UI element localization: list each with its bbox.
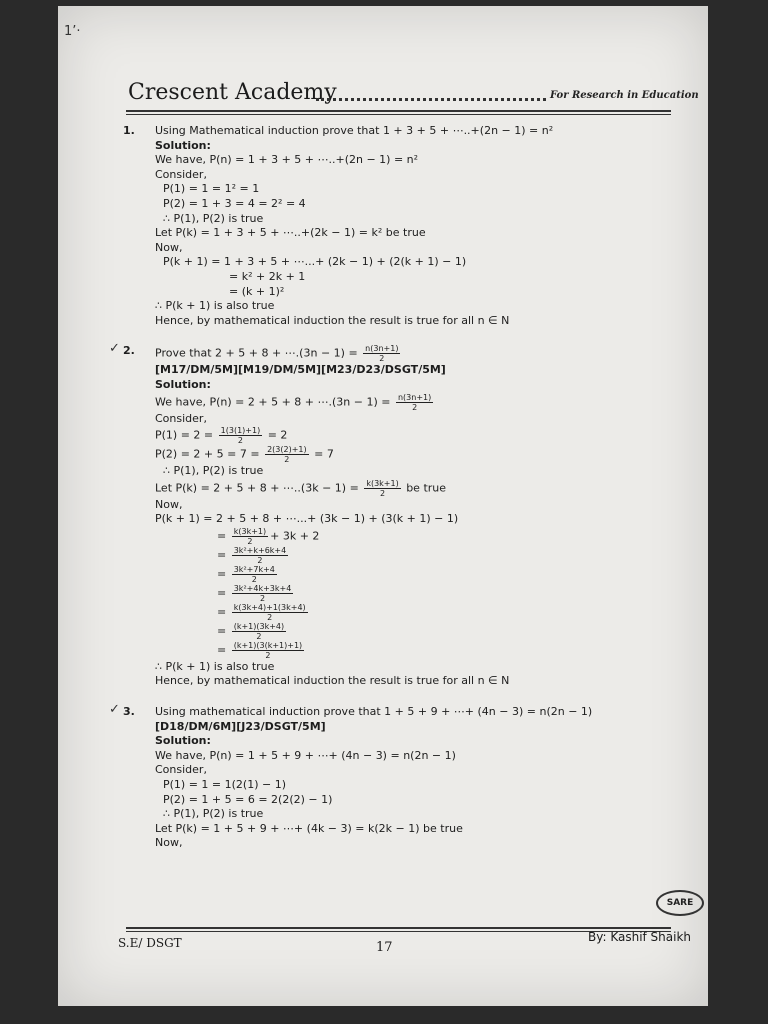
solution-line: P(2) = 1 + 5 = 6 = 2(2(2) − 1) <box>163 792 333 806</box>
solution-line: ∴ P(1), P(2) is true <box>163 211 264 225</box>
solution-line: Consider, <box>155 411 207 425</box>
page-corner-mark: 1’· <box>64 24 81 39</box>
solution-line: We have, P(n) = 2 + 5 + 8 + ⋯.(3n − 1) = $\frac{n(3n+1)}{2}$ <box>155 392 432 412</box>
header-dotted-leader <box>316 84 546 101</box>
solution-line: P(2) = 1 + 3 = 4 = 2² = 4 <box>163 196 306 210</box>
footer-rule <box>126 927 671 929</box>
question-number: ✓ 2. <box>109 341 135 358</box>
solution-line: Now, <box>155 497 183 511</box>
fraction: $\frac{k(3k+4)+1(3k+4)}{2}$ <box>233 602 306 622</box>
header-tagline: For Research in Education <box>550 90 699 101</box>
check-mark-icon: ✓ <box>109 702 120 718</box>
derivation-step: = $\frac{(k+1)(3k+4)}{2}$ <box>217 621 285 641</box>
document-page <box>58 6 708 1006</box>
solution-line: = (k + 1)² <box>229 284 285 298</box>
question-1 <box>123 124 673 328</box>
solution-line: ∴ P(k + 1) is also true <box>155 659 275 673</box>
derivation-step: = $\frac{\text{3k²+k+6k+4}}{2}$ <box>217 545 287 565</box>
solution-line: We have, P(n) = 1 + 5 + 9 + ⋯+ (4n − 3) = n(2n − 1) <box>155 748 456 762</box>
solution-line: P(2) = 2 + 5 = 7 = $\frac{2(3(2)+1)}{2}$ = 7 <box>155 445 334 465</box>
fraction: $\frac{\text{3k²+4k+3k+4}}{2}$ <box>233 583 292 603</box>
solution-line: P(k + 1) = 1 + 3 + 5 + ⋯...+ (2k − 1) + (2(k + 1) − 1) <box>163 255 467 269</box>
solution-line: Hence, by mathematical induction the result is true for all n ∈ N <box>155 674 510 688</box>
solution-line: ∴ P(k + 1) is also true <box>155 299 275 313</box>
derivation-steps <box>155 527 673 660</box>
header-rule <box>126 110 671 112</box>
question-number: 1. <box>123 124 135 137</box>
solution-line: We have, P(n) = 1 + 3 + 5 + ⋯..+(2n − 1) = n² <box>155 153 419 167</box>
question-3 <box>109 702 673 851</box>
solution-line: Consider, <box>155 763 207 777</box>
solution-line: Let P(k) = 1 + 5 + 9 + ⋯+ (4k − 3) = k(2k − 1) be true <box>155 821 463 835</box>
fraction: $\frac{(k+1)(3k+4)}{2}$ <box>233 621 285 641</box>
academy-logo: SARE <box>656 890 704 916</box>
solution-line: = k² + 2k + 1 <box>229 269 306 283</box>
solution-heading: Solution: <box>155 138 211 152</box>
derivation-step: = $\frac{\text{3k²+4k+3k+4}}{2}$ <box>217 583 292 603</box>
solution-line: Let P(k) = 2 + 5 + 8 + ⋯..(3k − 1) = $\frac{k(3k+1)}{2}$ be true <box>155 478 447 498</box>
solution-line: Now, <box>155 836 183 850</box>
derivation-step: = $\frac{k(3k+4)+1(3k+4)}{2}$ <box>217 602 306 622</box>
solution-line: Hence, by mathematical induction the result is true for all n ∈ N <box>155 313 510 327</box>
fraction: $\frac{n(3n+1)}{2}$ <box>365 344 399 364</box>
exam-tags: [D18/DM/6M][J23/DSGT/5M] <box>155 719 326 733</box>
question-statement: Using mathematical induction prove that 1 + 5 + 9 + ⋯+ (4n − 3) = n(2n − 1) <box>155 705 593 719</box>
solution-line: Now, <box>155 240 183 254</box>
header-title: Crescent Academy <box>128 80 337 105</box>
fraction: $\frac{k(3k+1)}{2}$ <box>233 526 267 546</box>
solution-line: ∴ P(1), P(2) is true <box>163 807 264 821</box>
footer-course: S.E/ DSGT <box>118 936 182 950</box>
check-mark-icon: ✓ <box>109 341 120 357</box>
solution-line: P(1) = 2 = $\frac{1(3(1)+1)}{2}$ = 2 <box>155 426 288 446</box>
derivation-step: = $\frac{\text{3k²+7k+4}}{2}$ <box>217 564 275 584</box>
page-number: 17 <box>376 940 393 955</box>
solution-line: P(1) = 1 = 1² = 1 <box>163 182 260 196</box>
derivation-step: = $\frac{k(3k+1)}{2}$ + 3k + 2 <box>217 526 320 546</box>
solution-line: ∴ P(1), P(2) is true <box>163 464 264 478</box>
header-rule-thin <box>126 114 671 115</box>
solution-line: Consider, <box>155 167 207 181</box>
solution-line: Let P(k) = 1 + 3 + 5 + ⋯..+(2k − 1) = k² be true <box>155 226 426 240</box>
fraction: $\frac{\text{3k²+7k+4}}{2}$ <box>233 564 275 584</box>
solution-heading: Solution: <box>155 734 211 748</box>
fraction: $\frac{\text{3k²+k+6k+4}}{2}$ <box>233 545 287 565</box>
derivation-step: = $\frac{(k+1)(3(k+1)+1)}{2}$ <box>217 640 303 660</box>
question-2 <box>109 341 673 689</box>
solution-line: P(1) = 1 = 1(2(1) − 1) <box>163 778 287 792</box>
solution-heading: Solution: <box>155 377 211 391</box>
footer-author: By: Kashif Shaikh <box>588 930 692 944</box>
question-statement: Prove that 2 + 5 + 8 + ⋯.(3n − 1) = $\frac{n(3n+1)}{2}$ <box>155 344 399 364</box>
question-number: ✓ 3. <box>109 702 135 719</box>
fraction: $\frac{(k+1)(3(k+1)+1)}{2}$ <box>233 640 303 660</box>
solution-line: P(k + 1) = 2 + 5 + 8 + ⋯...+ (3k − 1) + (3(k + 1) − 1) <box>155 512 459 526</box>
exam-tags: [M17/DM/5M][M19/DM/5M][M23/D23/DSGT/5M] <box>155 363 446 377</box>
question-statement: Using Mathematical induction prove that 1 + 3 + 5 + ⋯..+(2n − 1) = n² <box>155 124 554 137</box>
main-content <box>109 124 673 851</box>
